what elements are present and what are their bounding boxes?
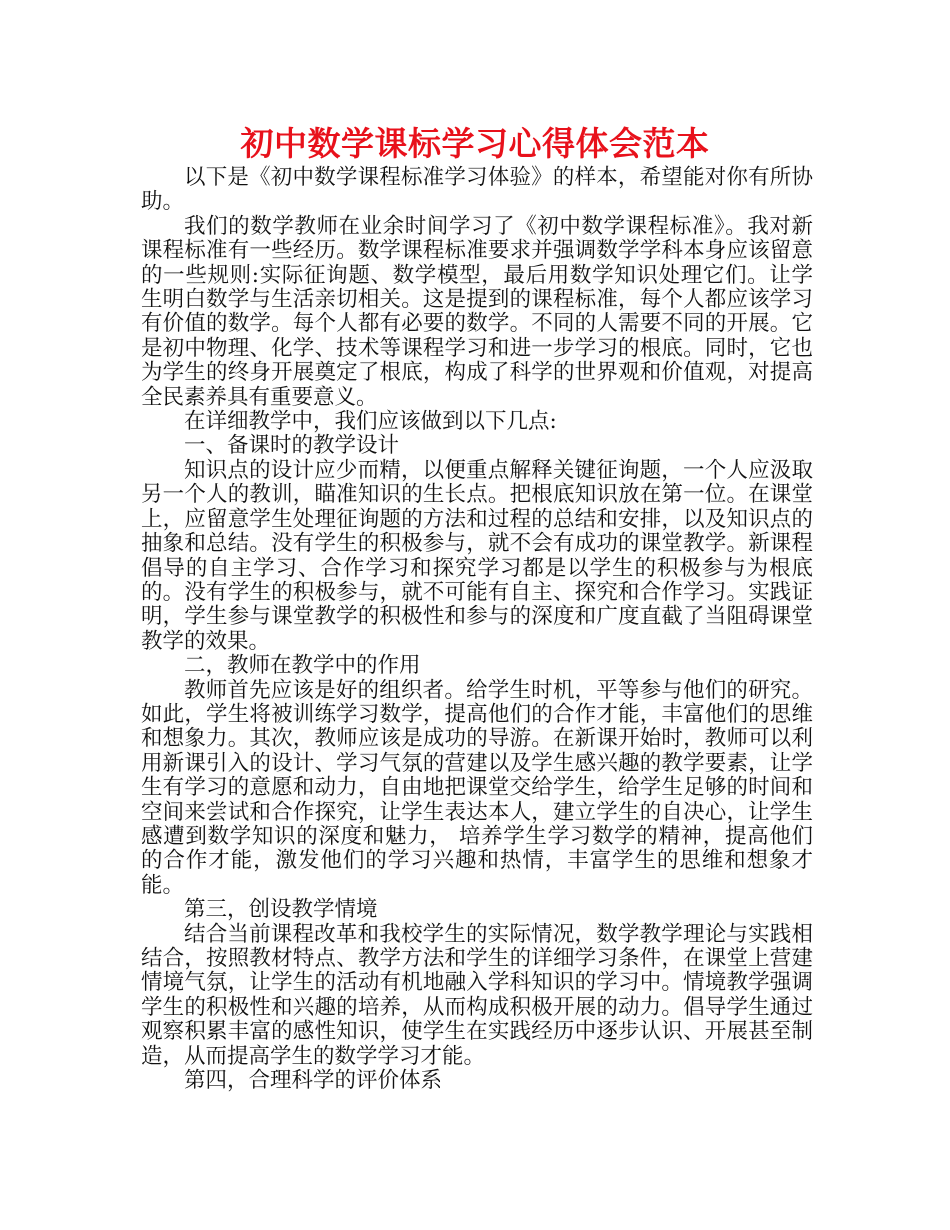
body-paragraph: 知识点的设计应少而精，以便重点解释关键征询题，一个人应汲取另一个人的教训，瞄准知识的生长点。把根底知识放在第一位。在课堂上，应留意学生处理征询题的方法和过程的总结和安排，以及知识点的抽象和总结。没有学生的积极参与，就不会有成功的课堂教学。新课程倡导的自主学习、合作学习和探究学习都是以学生的积极参与为根底的。没有学生的积极参与，就不可能有自主、探究和合作学习。实践证明，学生参与课堂教学的积极性和参与的深度和广度直截了当阻碍课堂教学的效果。 xyxy=(141,457,813,654)
section-heading: 第四，合理科学的评价体系 xyxy=(184,1068,443,1094)
body-paragraph: 我们的数学教师在业余时间学习了《初中数学课程标准》。我对新课程标准有一些经历。数学课程标准要求并强调数学学科本身应该留意的一些规则:实际征询题、数学模型，最后用数学知识处理它们。让学生明白数学与生活亲切相关。这是提到的课程标准，每个人都应该学习有价值的数学。每个人都有必要的数学。不同的人需要不同的开展。它是初中物理、化学、技术等课程学习和进一步学习的根底。同时，它也为学生的终身开展奠定了根底，构成了科学的世界观和价值观，对提高全民素养具有重要意义。 xyxy=(141,213,813,410)
body-paragraph: 在详细教学中，我们应该做到以下几点: xyxy=(184,409,557,435)
document-body xyxy=(141,166,813,1093)
intro-paragraph: 以下是《初中数学课程标准学习体验》的样本，希望能对你有所协助。 xyxy=(141,165,813,215)
section-heading: 二，教师在教学中的作用 xyxy=(184,653,421,679)
section-heading: 一、备课时的教学设计 xyxy=(184,433,400,459)
body-paragraph: 结合当前课程改革和我校学生的实际情况，数学教学理论与实践相结合，按照教材特点、教学方法和学生的详细学习条件，在课堂上营建情境气氛，让学生的活动有机地融入学科知识的学习中。情境教学强调学生的积极性和兴趣的培养，从而构成积极开展的动力。倡导学生通过观察积累丰富的感性知识，使学生在实践经历中逐步认识、开展甚至制造，从而提高学生的数学学习才能。 xyxy=(141,921,813,1069)
section-heading: 第三，创设教学情境 xyxy=(184,897,378,923)
body-paragraph: 教师首先应该是好的组织者。给学生时机，平等参与他们的研究。如此，学生将被训练学习数学，提高他们的合作才能，丰富他们的思维和想象力。其次，教师应该是成功的导游。在新课开始时，教师可以利用新课引入的设计、学习气氛的营建以及学生感兴趣的教学要素，让学生有学习的意愿和动力，自由地把课堂交给学生，给学生足够的时间和空间来尝试和合作探究，让学生表达本人，建立学生的自决心，让学生感遭到数学知识的深度和魅力， 培养学生学习数学的精神，提高他们的合作才能，激发他们的学习兴趣和热情，丰富学生的思维和想象才能。 xyxy=(141,677,813,898)
document-title: 初中数学课标学习心得体会范本 xyxy=(240,124,710,163)
